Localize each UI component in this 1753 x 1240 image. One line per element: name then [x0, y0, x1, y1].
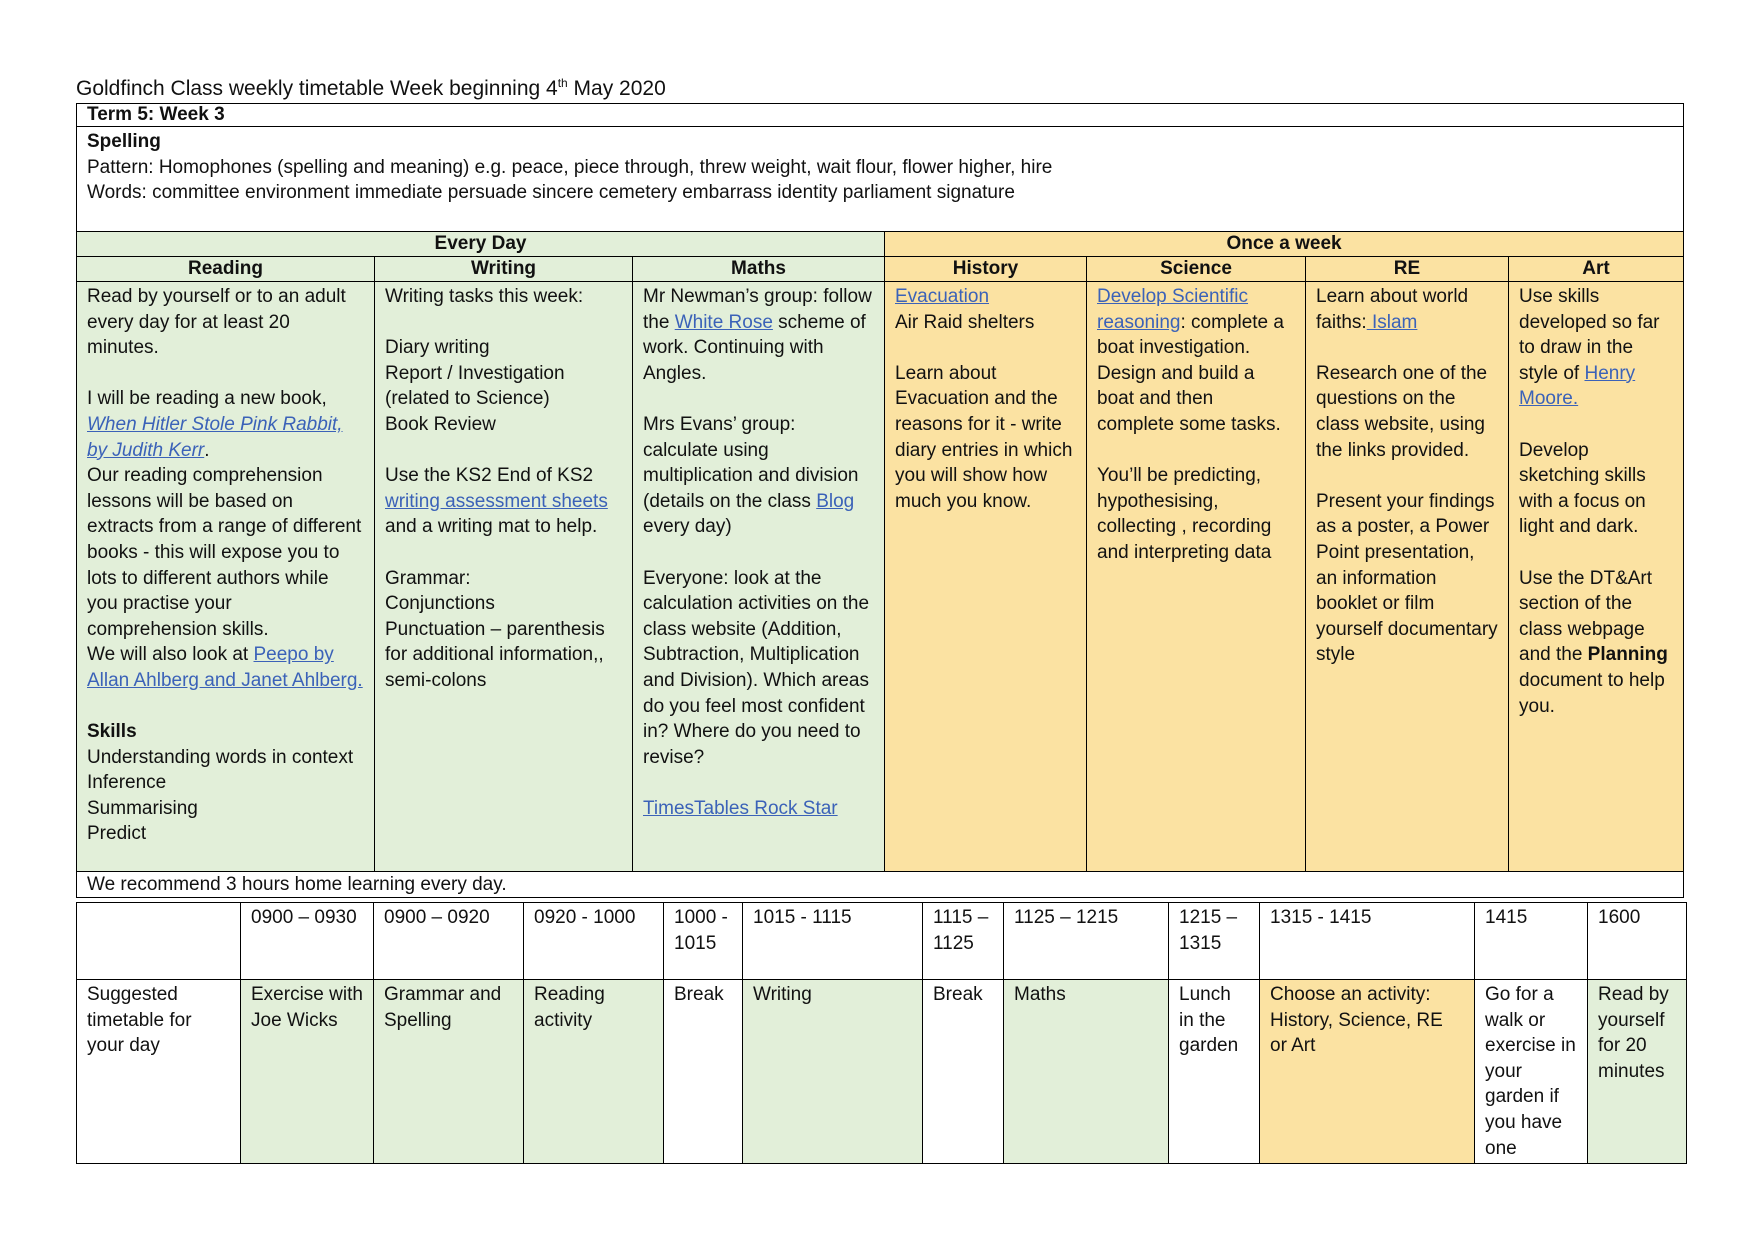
skill-item: Understanding words in context [87, 746, 354, 768]
art-sketching: Develop sketching skills with a focus on light and dark. [1519, 439, 1646, 538]
writing-task: Diary writing [385, 337, 490, 359]
skill-item: Predict [87, 823, 147, 845]
activity-cell: Go for a walk or exercise in your garden if you have one [1475, 980, 1588, 1164]
scientific-reasoning-link[interactable]: Develop Scientific reasoning [1097, 286, 1249, 333]
book-link[interactable]: When Hitler Stole Pink Rabbit, by Judith Kerr [87, 413, 343, 461]
history-task: Learn about Evacuation and the reasons for it - write diary entries in which you will show how much you know. [895, 362, 1073, 512]
suggested-timetable [76, 902, 1687, 1164]
time-slot: 1000 - 1015 [664, 903, 743, 980]
art-intro: Use skills developed so far to draw in the style of Henry Moore. [1519, 286, 1660, 410]
time-slot: 1215 – 1315 [1169, 903, 1260, 980]
timestables-link[interactable]: TimesTables Rock Star [643, 797, 838, 819]
weekly-timetable [76, 103, 1684, 898]
writing-use: Use the KS2 End of KS2 writing assessment sheets and a writing mat to help. [385, 465, 608, 538]
re-present: Present your findings as a poster, a Power Point presentation, an information booklet or film yourself documentary style [1316, 490, 1498, 666]
skills-heading: Skills [87, 721, 137, 743]
time-slot: 1125 – 1215 [1004, 903, 1169, 980]
reading-also: We will also look at Peepo by Allan Ahlberg and Janet Ahlberg. [87, 644, 363, 691]
re-cell [1306, 282, 1509, 872]
time-slot: 1315 - 1415 [1260, 903, 1475, 980]
re-intro: Learn about world faiths: Islam [1316, 286, 1469, 333]
peepo-link[interactable]: Peepo by Allan Ahlberg and Janet Ahlberg. [87, 644, 363, 691]
writing-intro: Writing tasks this week: [385, 286, 584, 307]
art-planning: Use the DT&Art section of the class webpage and the Planning document to help you. [1519, 567, 1668, 717]
evacuation-link[interactable]: Evacuation [895, 286, 990, 307]
writing-task: Book Review [385, 413, 496, 435]
time-slot: 1415 [1475, 903, 1588, 980]
spelling-pattern: Pattern: Homophones (spelling and meaning) e.g. peace, piece through, threw weight, wait flour, flower higher, hire [87, 156, 1053, 178]
writing-header: Writing [375, 257, 633, 282]
activity-cell: Exercise with Joe Wicks [241, 980, 374, 1164]
science-cell [1087, 282, 1306, 872]
time-slot: 0900 – 0930 [241, 903, 374, 980]
activity-cell: Reading activity [524, 980, 664, 1164]
activity-cell: Maths [1004, 980, 1169, 1164]
time-slot: 0920 - 1000 [524, 903, 664, 980]
every-day-header: Every Day [77, 232, 885, 257]
history-cell [885, 282, 1087, 872]
page-title: Goldfinch Class weekly timetable Week beginning 4th May 2020 [76, 76, 666, 100]
art-cell [1509, 282, 1684, 872]
reading-cell [77, 282, 375, 872]
henry-moore-link[interactable]: Henry Moore. [1519, 362, 1636, 410]
time-slot: 1015 - 1115 [743, 903, 923, 980]
spelling-heading: Spelling [87, 131, 161, 152]
activity-cell: Break [923, 980, 1004, 1164]
activity-cell: Lunch in the garden [1169, 980, 1260, 1164]
writing-cell [375, 282, 633, 872]
spelling-section [77, 127, 1684, 232]
reading-intro: Read by yourself or to an adult every day for at least 20 minutes. [87, 286, 346, 359]
white-rose-link[interactable]: White Rose [674, 311, 773, 333]
art-header: Art [1509, 257, 1684, 282]
once-a-week-header: Once a week [885, 232, 1684, 257]
time-slot: 1600 [1588, 903, 1687, 980]
reading-book: I will be reading a new book, When Hitler Stole Pink Rabbit, by Judith Kerr. [87, 388, 343, 461]
activity-cell: Break [664, 980, 743, 1164]
maths-newman: Mr Newman’s group: follow the White Rose scheme of work. Continuing with Angles. [643, 286, 872, 384]
activity-cell: Grammar and Spelling [374, 980, 524, 1164]
history-header: History [885, 257, 1087, 282]
maths-header: Maths [633, 257, 885, 282]
blog-link[interactable]: Blog [816, 490, 855, 512]
re-research: Research one of the questions on the class website, using the links provided. [1316, 362, 1488, 461]
science-task: Develop Scientific reasoning: complete a boat investigation. Design and build a boat and then complete some tasks. [1097, 286, 1284, 435]
history-line: Air Raid shelters [895, 311, 1035, 333]
suggested-label: Suggested timetable for your day [77, 980, 241, 1164]
activity-cell: Read by yourself for 20 minutes [1588, 980, 1687, 1164]
term-heading: Term 5: Week 3 [77, 104, 1684, 127]
re-header: RE [1306, 257, 1509, 282]
islam-link[interactable]: Islam [1366, 311, 1418, 333]
spelling-words: Words: committee environment immediate persuade sincere cemetery embarrass identity parliament signature [87, 182, 1015, 204]
reading-comprehension: Our reading comprehension lessons will be based on extracts from a range of different books - this will expose you to lots to different authors while you practise your comprehension skills. [87, 465, 362, 640]
activity-cell: Choose an activity: History, Science, RE or Art [1260, 980, 1475, 1164]
time-slot: 0900 – 0920 [374, 903, 524, 980]
grammar-item: Punctuation – parenthesis for additional information,, semi-colons [385, 618, 605, 691]
grammar-item: Conjunctions [385, 593, 495, 615]
reading-header: Reading [77, 257, 375, 282]
science-skills: You’ll be predicting, hypothesising, collecting , recording and interpreting data [1097, 465, 1272, 563]
maths-cell [633, 282, 885, 872]
writing-task: Report / Investigation (related to Science) [385, 362, 565, 410]
science-header: Science [1087, 257, 1306, 282]
maths-everyone: Everyone: look at the calculation activities on the class website (Addition, Subtraction, Multiplication and Division). Which areas do you feel most confident in? Where do you need to revise? [643, 567, 870, 768]
recommendation: We recommend 3 hours home learning every day. [77, 872, 1684, 898]
skill-item: Inference [87, 772, 167, 794]
grammar-heading: Grammar: [385, 567, 471, 589]
writing-assessment-link[interactable]: writing assessment sheets [385, 490, 608, 512]
time-slot: 1115 – 1125 [923, 903, 1004, 980]
maths-evans: Mrs Evans’ group: calculate using multiplication and division (details on the class Blog every day) [643, 413, 859, 538]
activity-cell: Writing [743, 980, 923, 1164]
skill-item: Summarising [87, 797, 198, 819]
time-label-blank [77, 903, 241, 980]
